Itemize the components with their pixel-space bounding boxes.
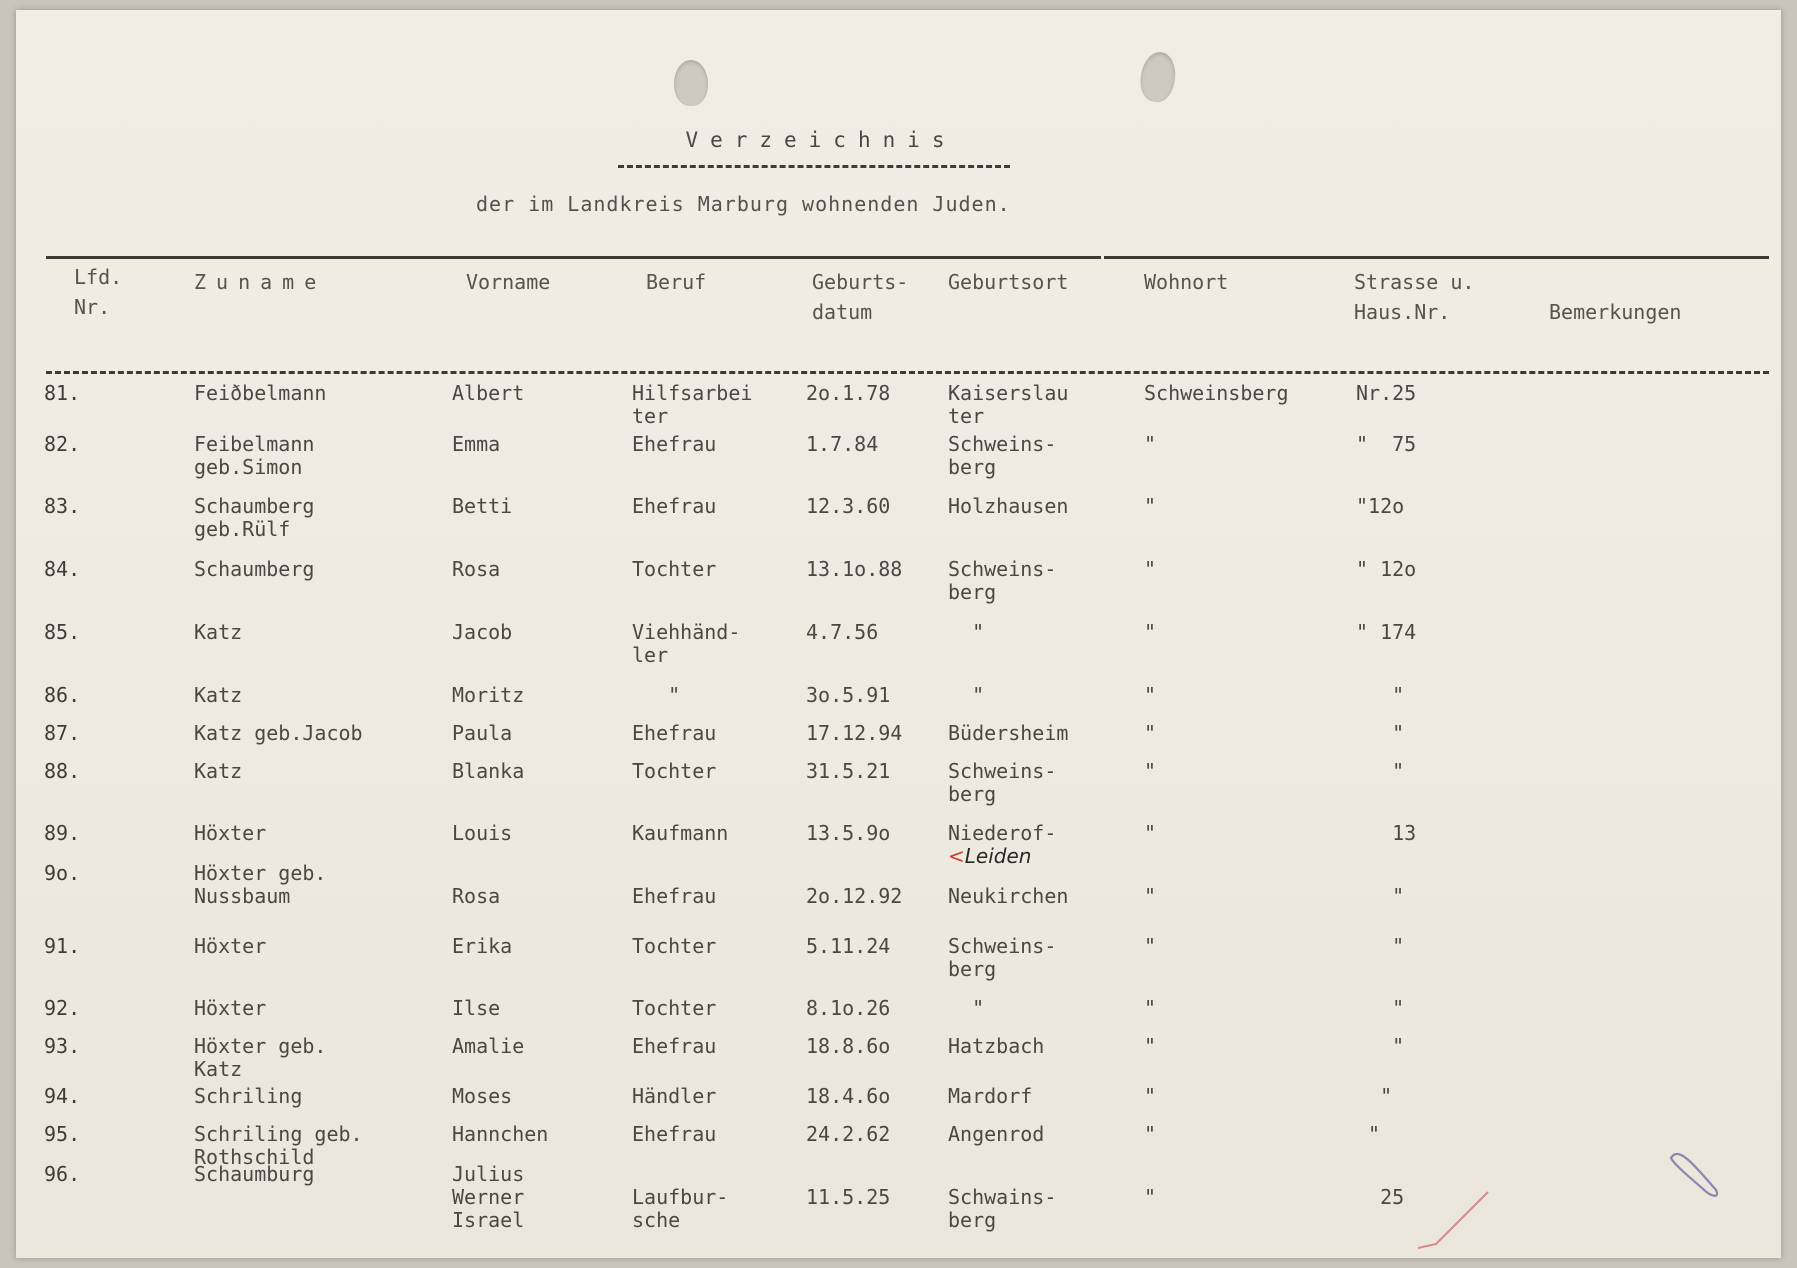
row-number: 91. [44, 934, 81, 958]
birthdate-cell: 31.5.21 [806, 759, 891, 783]
birthdate-cell: 8.1o.26 [806, 996, 891, 1020]
occupation-cell: Tochter [632, 759, 717, 783]
firstname-cell: Moses [452, 1084, 513, 1108]
birthplace-cell: Schweins- berg [948, 759, 1057, 806]
birthdate-cell: 4.7.56 [806, 620, 879, 644]
birthplace-cell: Schwains- berg [948, 1185, 1057, 1232]
firstname-cell: Moritz [452, 683, 525, 707]
header-geburtsdatum: Geburts- datum [812, 270, 909, 324]
street-cell: " [1356, 934, 1405, 958]
birthdate-cell: 17.12.94 [806, 721, 903, 745]
occupation-cell: Ehefrau [632, 721, 717, 745]
header-top-rule [1104, 256, 1769, 259]
punch-hole [674, 60, 708, 106]
surname-cell: Schaumberg geb.Rülf [194, 494, 315, 541]
surname-cell: Höxter geb. Katz [194, 1034, 327, 1081]
header-bottom-rule [46, 371, 1769, 374]
street-cell: " [1356, 1084, 1393, 1108]
birthplace-cell: Angenrod [948, 1122, 1045, 1146]
header-zuname: Zuname [194, 270, 327, 294]
row-number: 81. [44, 381, 81, 405]
birthdate-cell: 2o.12.92 [806, 884, 903, 908]
street-cell: 13 [1356, 821, 1417, 845]
residence-cell: " [1144, 759, 1157, 783]
residence-cell: " [1144, 620, 1157, 644]
occupation-cell: Ehefrau [632, 1122, 717, 1146]
annotation-text: Leiden [964, 844, 1032, 868]
punch-hole [1138, 50, 1179, 104]
row-number: 84. [44, 557, 81, 581]
row-number: 85. [44, 620, 81, 644]
firstname-cell: Jacob [452, 620, 513, 644]
birthplace-cell: Mardorf [948, 1084, 1033, 1108]
row-number: 93. [44, 1034, 81, 1058]
firstname-cell: Blanka [452, 759, 525, 783]
residence-cell: " [1144, 721, 1157, 745]
surname-cell: Schriling [194, 1084, 303, 1108]
birthplace-cell: Büdersheim [948, 721, 1069, 745]
occupation-cell: " [632, 683, 681, 707]
birthdate-cell: 18.4.6o [806, 1084, 891, 1108]
surname-cell: Feiðbelmann [194, 381, 327, 405]
occupation-cell: Ehefrau [632, 432, 717, 456]
firstname-cell: Albert [452, 381, 525, 405]
residence-cell: " [1144, 884, 1157, 908]
street-cell: "12o [1356, 494, 1405, 518]
birthplace-cell: " [948, 996, 985, 1020]
surname-cell: Höxter [194, 934, 267, 958]
title-underline [618, 165, 1010, 168]
handwritten-annotation [948, 844, 1031, 868]
firstname-cell: Louis [452, 821, 513, 845]
birthplace-cell: " [948, 683, 985, 707]
birthdate-cell: 18.8.6o [806, 1034, 891, 1058]
row-number: 9o. [44, 861, 81, 885]
street-cell: " [1356, 1122, 1381, 1146]
birthdate-cell: 12.3.60 [806, 494, 891, 518]
document-title: Verzeichnis [685, 128, 957, 152]
birthplace-cell: Schweins- berg [948, 557, 1057, 604]
surname-cell: Schaumburg [194, 1162, 315, 1186]
header-top-rule [46, 256, 1101, 259]
birthdate-cell: 13.5.9o [806, 821, 891, 845]
street-cell: " [1356, 1034, 1405, 1058]
row-number: 82. [44, 432, 81, 456]
occupation-cell: Ehefrau [632, 884, 717, 908]
firstname-cell: Hannchen [452, 1122, 549, 1146]
residence-cell: " [1144, 1185, 1157, 1209]
surname-cell: Feibelmann geb.Simon [194, 432, 315, 479]
surname-cell: Höxter [194, 996, 267, 1020]
header-bemerkungen: Bemerkungen [1549, 300, 1682, 324]
occupation-cell: Kaufmann [632, 821, 729, 845]
occupation-cell: Händler [632, 1084, 717, 1108]
annotation-mark: < [948, 844, 965, 868]
street-cell: " [1356, 996, 1405, 1020]
header-lfd-nr: Lfd. Nr. [74, 265, 123, 319]
residence-cell: " [1144, 432, 1157, 456]
header-beruf: Beruf [646, 270, 707, 294]
residence-cell: " [1144, 1122, 1157, 1146]
residence-cell: " [1144, 557, 1157, 581]
blue-pencil-mark [1671, 1154, 1717, 1196]
header-strasse: Strasse u. Haus.Nr. [1354, 270, 1475, 324]
document-page [16, 10, 1781, 1258]
residence-cell: " [1144, 683, 1157, 707]
street-cell: " [1356, 721, 1405, 745]
street-cell: 25 [1356, 1185, 1405, 1209]
occupation-cell: Tochter [632, 996, 717, 1020]
birthdate-cell: 2o.1.78 [806, 381, 891, 405]
residence-cell: Schweinsberg [1144, 381, 1289, 405]
residence-cell: " [1144, 494, 1157, 518]
surname-cell: Höxter geb. Nussbaum [194, 861, 327, 908]
birthplace-cell: Kaiserslau ter [948, 381, 1069, 428]
firstname-cell: Ilse [452, 996, 501, 1020]
surname-cell: Katz geb.Jacob [194, 721, 363, 745]
row-number: 96. [44, 1162, 81, 1186]
row-number: 92. [44, 996, 81, 1020]
birthdate-cell: 1.7.84 [806, 432, 879, 456]
red-checkmark [1418, 1192, 1488, 1248]
birthdate-cell: 3o.5.91 [806, 683, 891, 707]
residence-cell: " [1144, 1034, 1157, 1058]
street-cell: " [1356, 759, 1405, 783]
residence-cell: " [1144, 1084, 1157, 1108]
occupation-cell: Tochter [632, 934, 717, 958]
residence-cell: " [1144, 934, 1157, 958]
firstname-cell: Erika [452, 934, 513, 958]
firstname-cell: Julius Werner Israel [452, 1162, 525, 1232]
occupation-cell: Hilfsarbei ter [632, 381, 753, 428]
occupation-cell: Viehhänd- ler [632, 620, 741, 667]
document-subtitle: der im Landkreis Marburg wohnenden Juden. [476, 192, 1011, 216]
street-cell: " [1356, 884, 1405, 908]
row-number: 95. [44, 1122, 81, 1146]
street-cell: " 12o [1356, 557, 1417, 581]
firstname-cell: Amalie [452, 1034, 525, 1058]
surname-cell: Katz [194, 683, 243, 707]
row-number: 94. [44, 1084, 81, 1108]
surname-cell: Schaumberg [194, 557, 315, 581]
birthplace-cell: Schweins- berg [948, 432, 1057, 479]
firstname-cell: Rosa [452, 884, 501, 908]
firstname-cell: Betti [452, 494, 513, 518]
birthdate-cell: 5.11.24 [806, 934, 891, 958]
birthdate-cell: 24.2.62 [806, 1122, 891, 1146]
birthdate-cell: 11.5.25 [806, 1185, 891, 1209]
row-number: 86. [44, 683, 81, 707]
birthplace-cell: Hatzbach [948, 1034, 1045, 1058]
birthplace-cell: Schweins- berg [948, 934, 1057, 981]
header-wohnort: Wohnort [1144, 270, 1229, 294]
birthplace-cell: Holzhausen [948, 494, 1069, 518]
firstname-cell: Paula [452, 721, 513, 745]
surname-cell: Höxter [194, 821, 267, 845]
header-vorname: Vorname [466, 270, 551, 294]
row-number: 83. [44, 494, 81, 518]
header-geburtsort: Geburtsort [948, 270, 1069, 294]
firstname-cell: Rosa [452, 557, 501, 581]
birthdate-cell: 13.1o.88 [806, 557, 903, 581]
firstname-cell: Emma [452, 432, 501, 456]
surname-cell: Schriling geb. Rothschild [194, 1122, 363, 1169]
birthplace-cell: " [948, 620, 985, 644]
surname-cell: Katz [194, 759, 243, 783]
surname-cell: Katz [194, 620, 243, 644]
pencil-marks [1416, 1140, 1736, 1250]
street-cell: Nr.25 [1356, 381, 1417, 405]
occupation-cell: Tochter [632, 557, 717, 581]
row-number: 89. [44, 821, 81, 845]
street-cell: " 75 [1356, 432, 1417, 456]
street-cell: " [1356, 683, 1405, 707]
residence-cell: " [1144, 996, 1157, 1020]
row-number: 87. [44, 721, 81, 745]
occupation-cell: Laufbur- sche [632, 1185, 729, 1232]
occupation-cell: Ehefrau [632, 494, 717, 518]
birthplace-cell: Neukirchen [948, 884, 1069, 908]
residence-cell: " [1144, 821, 1157, 845]
birthplace-cell: Niederof- [948, 821, 1057, 845]
street-cell: " 174 [1356, 620, 1417, 644]
occupation-cell: Ehefrau [632, 1034, 717, 1058]
row-number: 88. [44, 759, 81, 783]
